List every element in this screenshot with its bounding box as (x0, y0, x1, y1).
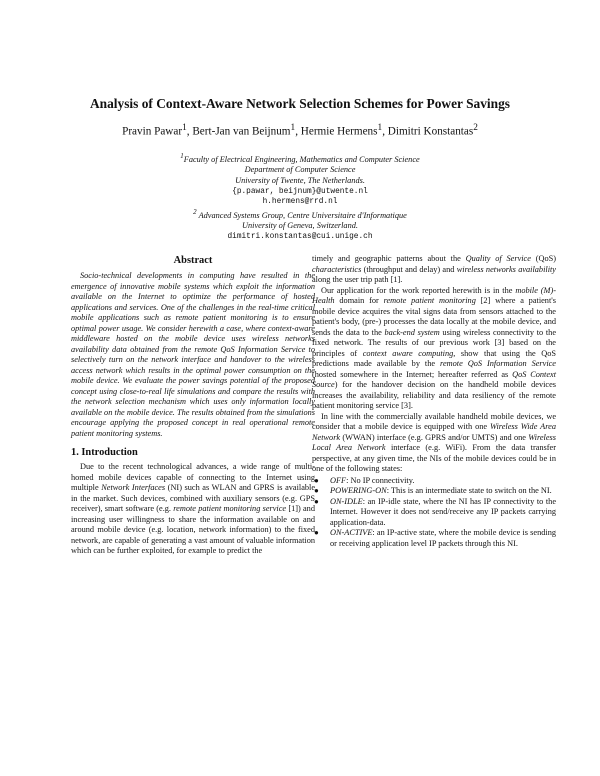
text-run: [1]) and increasing user willingness to share the information available on and around mobile device (e.g. location, network information) to the fixed network, are capable of generating a vast amount of valuable information which can be further exploited, for example to predict the (71, 504, 315, 555)
author-name: Pravin Pawar (122, 125, 183, 138)
text-run: Our application for the work reported herewith is in the (321, 285, 516, 295)
text-run: using wireless connectivity to the fixed network. The results of our previous work [3] based on the principles of (312, 327, 557, 358)
italic-term: Wireless Local Area Network (312, 432, 556, 452)
abstract-heading: Abstract (173, 255, 213, 266)
author-affiliation-mark: 1 (182, 123, 187, 133)
affiliation-mark: 1 (180, 153, 184, 160)
affiliation-2 (100, 208, 500, 221)
state-label: ON-IDLE (330, 496, 363, 506)
affiliation-department: Department of Computer Science (244, 165, 356, 175)
italic-term: Network Interfaces (101, 483, 166, 492)
text-run: In line with the commercially available handheld mobile devices, we consider that a mobile device is equipped with one (312, 411, 556, 431)
state-item (314, 475, 556, 487)
text-run: domain for (334, 296, 384, 305)
left-column (71, 254, 315, 557)
paragraph (312, 286, 556, 412)
interface-state-list (312, 476, 556, 550)
abstract-text: Socio-technical developments in computing have resulted in the emergence of innovative mobile systems which exploit the information available on the Internet to optimize the performance of hosted applications and services. One of the challenges in the real-time critical mobile applications such as remote patient monitoring is to ensure optimal power usage. We consider herewith a case, where context-aware middleware hosted on the mobile device uses wireless networks availability data obtained from the remote QoS Information Service to selectively turn on the network interface and handover to the wireless access network which results in the optimal power consumption on the mobile device. We evaluate the power savings potential of the proposed concept using close-to-real life simulations and compare the results with the network selection mechanism which uses only information locally available on the mobile device. The results obtained from the simulations encourage applying the proposed concept in real operational remote patient monitoring systems. (71, 271, 315, 438)
italic-term: remote patient monitoring (383, 296, 476, 305)
italic-term: back-end system (384, 327, 440, 337)
italic-term: wireless networks availability (456, 264, 556, 274)
text-run: ) for the handover decision on the handheld mobile devices increases the availability, reliability and data resiliency of the remote patient monitoring service [3]. (312, 380, 556, 410)
italic-term: characteristics (312, 264, 362, 274)
italic-term: remote patient monitoring service (173, 504, 287, 513)
affiliation-university: University of Twente, The Netherlands. (235, 175, 365, 185)
paper-title: Analysis of Context-Aware Network Selection Schemes for Power Savings (89, 96, 511, 111)
italic-term: QoS Context Source (312, 369, 557, 389)
author-list: Pravin Pawar$^1$, Bert-Jan van Beijnum$^1$, Hermie Hermens$^1$, Dimitri Konstantas$^2$ (122, 123, 478, 138)
italic-term: remote QoS Information Service (440, 359, 556, 368)
state-item (314, 486, 556, 497)
author-affiliation-mark: 1 (290, 123, 296, 133)
text-run: (WWAN) interface (e.g. GPRS and/or UMTS) and one (340, 432, 529, 442)
affiliations (100, 152, 500, 242)
text-run: Due to the recent technological advances, a wide range of multi-homed mobile devices capable of connecting to the Internet using multiple (71, 462, 315, 492)
right-column (312, 254, 556, 549)
paragraph (71, 462, 315, 557)
state-description: : This is an intermediate state to switch on the NI. (386, 486, 552, 495)
author-affiliation-mark: 2 (473, 123, 478, 133)
text-run: (throughput and delay) and (361, 264, 457, 274)
author-email: h.hermens@rrd.nl (262, 198, 338, 207)
italic-term: mobile (M)-Health (312, 285, 556, 305)
italic-term: Wireless Wide Area Network (312, 422, 556, 442)
author-name: Bert-Jan van Beijnum (192, 125, 291, 138)
affiliation-1 (100, 152, 500, 165)
author-name: Hermie Hermens (300, 125, 378, 138)
italic-term: Quality of Service (465, 254, 531, 263)
paragraph-continued (312, 254, 556, 286)
bullet-icon: ● (314, 486, 319, 495)
state-description: : an IP-active state, where the mobile device is sending or receiving application level IP packets through this NI. (330, 528, 556, 548)
text-run: (QoS) (530, 254, 556, 263)
bullet-icon: ● (314, 496, 319, 506)
text-run: (NI) such as WLAN and GPRS is available in the market. Such devices, combined with auxiliary sensors (e.g. GPS receiver), smart software (e.g. (71, 483, 316, 513)
state-label: POWERING-ON (330, 486, 387, 495)
bullet-icon: ● (314, 528, 319, 537)
state-label: OFF (330, 475, 347, 485)
text-run: timely and geographic patterns about the (312, 254, 466, 263)
state-description: : No IP connectivity. (346, 475, 415, 485)
state-item (314, 528, 556, 549)
affiliation-mark: 2 (193, 208, 197, 216)
author-email: dimitri.konstantas@cui.unige.ch (227, 232, 373, 241)
text-run: along the user trip path [1]. (312, 275, 403, 284)
bullet-icon: ● (314, 475, 319, 485)
paragraph (312, 412, 556, 475)
author-name: Dimitri Konstantas (387, 125, 474, 138)
affiliation-university: University of Geneva, Switzerland. (242, 221, 358, 231)
italic-term: context aware computing (362, 348, 454, 358)
affiliation-name: Faculty of Electrical Engineering, Mathematics and Computer Science (183, 154, 420, 164)
author-email: {p.pawar, beijnum}@utwente.nl (232, 187, 368, 196)
author-affiliation-mark: 1 (377, 123, 383, 133)
state-item (314, 496, 556, 529)
state-description: : an IP-idle state, where the NI has IP connectivity to the Internet. However it does not send/receive any IP packets carrying application-data. (330, 496, 556, 527)
section-heading: 1. Introduction (71, 447, 138, 458)
state-label: ON-ACTIVE (330, 528, 373, 537)
text-run: [2] where a patient's mobile device acquires the vital signs data from sensors attached to the patient's body, (pre-) processes the data locally at the mobile device, and sends the data to the (312, 296, 556, 337)
text-run: interface (e.g. WiFi). From the data transfer perspective, at any given time, the NIs of the mobile devices could be in one of the following states: (312, 443, 556, 473)
text-run: (hosted somewhere in the Internet; hereafter referred as (312, 369, 513, 379)
text-run: , show that using the QoS predictions made available by the (312, 348, 556, 368)
affiliation-name: Advanced Systems Group, Centre Universitaire d'Informatique (198, 210, 407, 220)
